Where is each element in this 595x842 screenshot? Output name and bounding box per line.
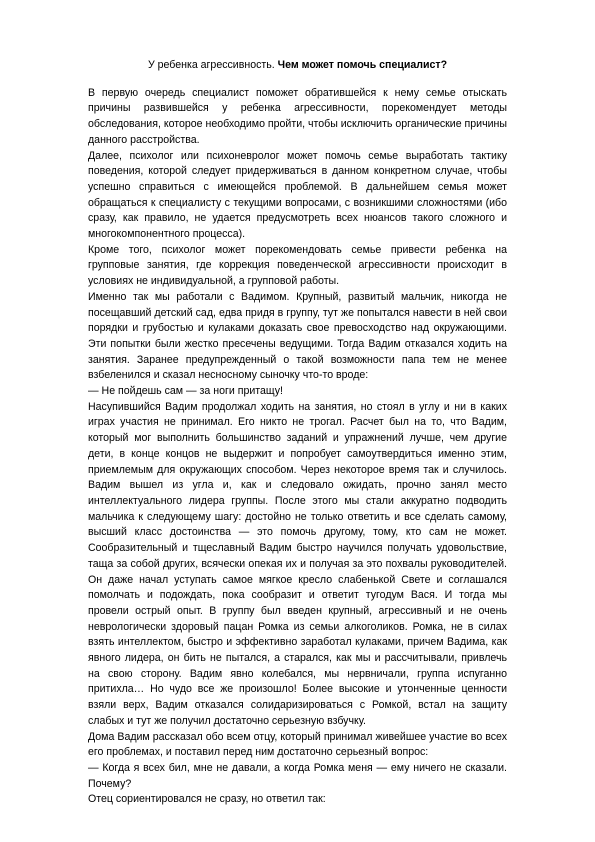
title-plain: У ребенка агрессивность. xyxy=(147,59,278,71)
quote-line: — Не пойдешь сам — за ноги притащу! xyxy=(88,385,283,398)
paragraph: Дома Вадим рассказал обо всем отцу, который принимал живейшее участие во всех его проблемах, и поставил перед ним достаточно серьезный вопрос: xyxy=(88,730,507,759)
paragraph: В первую очередь специалист поможет обратившейся к нему семье отыскать причины развившейся у ребенка агрессивности, порекомендует методы обследования, которое необходимо пройти, чтобы исключить органические причины данного расстройства. xyxy=(88,86,507,146)
paragraph: Кроме того, психолог может порекомендовать семье привести ребенка на групповые занятия, где коррекция поведенческой агрессивности происходит в условиях не индивидуальной, а групповой работы. xyxy=(88,243,507,288)
title-bold: Чем может помочь специалист? xyxy=(277,59,448,71)
document-title xyxy=(88,58,507,74)
paragraph: Насупившийся Вадим продолжал ходить на занятия, но стоял в углу и ни в каких играх участия не принимал. Его никто не трогал. Расчет был на то, что Вадим, который мог выполнить большинство заданий и упражнений лучше, чем другие дети, в конце концов не выдержит и попробует самоутвердиться именно этим, приемлемым для окружающих способом. Через некоторое время так и случилось. Вадим вышел из угла и, как и следовало ожидать, прочно занял место интеллектуального лидера группы. После этого мы стали аккуратно подводить мальчика к следующему шагу: достойно не только ответить и все сделать самому, высший класс достоинства — это помочь другому, тому, кто сам не может. Сообразительный и тщеславный Вадим быстро научился получать удовольствие, таща за собой других, всячески опекая их и получая за это похвалы руководителей. Он даже начал уступать самое мягкое кресло слабенькой Свете и соглашался помолчать и подождать, пока сообразит и ответит тугодум Вася. И тогда мы провели острый опыт. В группу был введен крупный, агрессивный и не очень неврологически здоровый пацан Ромка из семьи алкоголиков. Ромка, не в силах взять интеллектом, быстро и эффективно заработал кулаками, причем Вадима, как явного лидера, он бить не пытался, а старался, как мы и рассчитывали, привлечь на свою сторону. Вадим явно колебался, мы нервничали, группа испуганно притихла… Но чудо все же произошло! Более высокие и утонченные ценности взяли верх, Вадим отказался солидаризироваться с Ромкой, встал на защиту слабых и тут же получил достаточно серьезную взбучку. xyxy=(88,400,507,727)
quote-line: — Когда я всех бил, мне не давали, а когда Ромка меня — ему ничего не сказали. Почему? xyxy=(88,761,507,790)
paragraph: Именно так мы работали с Вадимом. Крупный, развитый мальчик, никогда не посещавший детский сад, едва придя в группу, тут же попытался навести в ней свои порядки и грубостью и кулаками доказать свое превосходство над окружающими. Эти попытки были жестко пресечены ведущими. Тогда Вадим отказался ходить на занятия. Заранее предупрежденный о такой возможности папа тем не менее взбеленился и сказал несносному сыночку что-то вроде: xyxy=(88,290,507,382)
document-page xyxy=(88,58,507,808)
paragraph: Отец сориентировался не сразу, но ответил так: xyxy=(88,793,326,806)
paragraph: Далее, психолог или психоневролог может помочь семье выработать тактику поведения, которой следует придерживаться в данном конкретном случае, чтобы успешно справиться с имеющейся проблемой. В дальнейшем семья может обращаться к специалисту с текущими вопросами, с возникшими сложностями (ибо сразу, как правило, не удается предусмотреть всех нюансов такого сложного и многокомпонентного процесса). xyxy=(88,149,507,241)
